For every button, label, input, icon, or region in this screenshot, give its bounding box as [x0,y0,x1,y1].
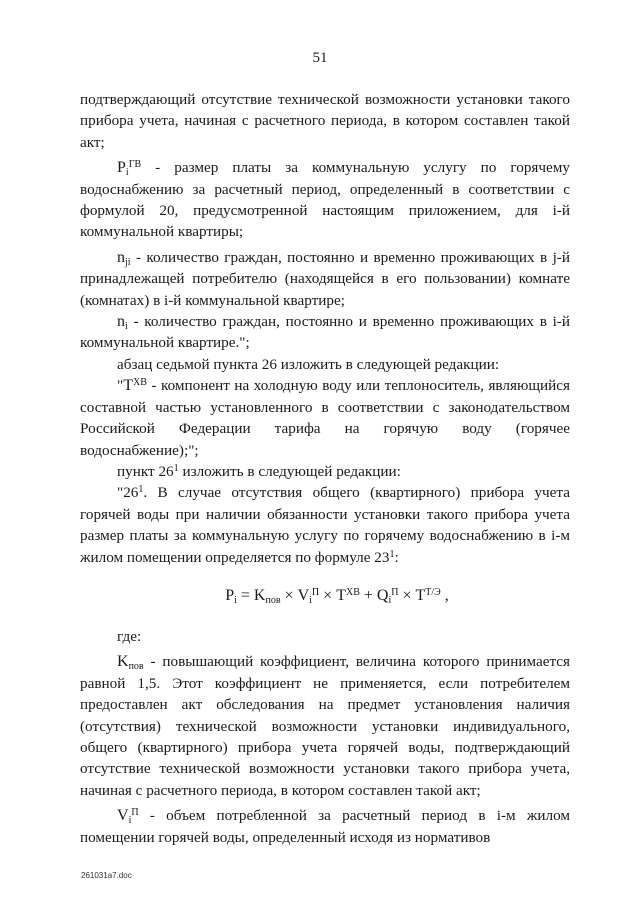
definition-text: - количество граждан, постоянно и временно проживающих в j-й принадлежащей потребителю (находящейся в его пользовании) комнате (комнатах) в i-й коммунальной квартире; [80,248,570,309]
formula-superscript: П [391,586,399,598]
formula-superscript: Т/Э [425,586,441,598]
formula-subscript: i [388,594,392,606]
symbol-t: T [123,377,133,395]
subscript: i [125,167,129,179]
symbol-p: P [117,159,126,177]
definition-text: - размер платы за коммунальную услугу по горячему водоснабжению за расчетный период, определенный в соответствии с формулой 20, предусмотренной настоящим приложением, для i-й коммунальной квартиры; [80,159,570,241]
formula-superscript: П [311,586,320,598]
formula-symbol: T [415,586,426,604]
definition-n-ji [80,247,570,311]
superscript: П [131,807,139,819]
formula-subscript: пов [265,594,281,606]
clause-number: "26 [117,484,139,502]
subscript: пов [128,661,144,673]
superscript: 1 [138,484,144,496]
document-body [80,89,570,848]
definition-n-i [80,311,570,354]
formula-operator: × [280,586,298,604]
formula-operator: = [236,586,254,604]
amendment-paragraph-26-1 [80,461,570,482]
definition-text: - повышающий коэффициент, величина которого принимается равной 1,5. Этот коэффициент не применяется, если потребителем предоставлен акт обследования на предмет установления наличия (отсутствия) технической возможности установки индивидуального, общего (квартирного) прибора учета горячей воды, подтверждающий отсутствие технической возможности установки такого прибора учета, начиная с расчетного периода, в котором составлен такой акт; [80,653,570,799]
amendment-text: пункт 26 [117,462,174,480]
symbol-n: n [117,248,125,266]
file-name-footer: 261031a7.doc [81,871,132,880]
formula-superscript: ХВ [345,586,360,598]
subscript: i [125,321,128,333]
formula-symbol: T [336,586,346,604]
amendment-text: изложить в следующей редакции: [178,462,401,480]
formula-symbol: K [253,586,266,604]
superscript: 1 [389,548,395,560]
where-label: где: [117,627,142,645]
clause-text: . В случае отсутствия общего (квартирного) прибора учета горячей воды при наличии обязанности установки такого прибора учета размер платы за коммунальную услугу по горячему водоснабжению в i-м жилом помещении определяется по формуле 23 [80,484,570,566]
definition-p-gv [80,157,570,243]
definition-t-xv [80,375,570,461]
formula-23-1 [104,581,570,611]
definition-text: - количество граждан, постоянно и временно проживающих в i-й коммунальной квартире."; [80,313,570,352]
definition-k-pov [80,651,570,801]
paragraph-26-1 [80,482,570,568]
symbol-v: V [117,807,129,825]
formula-symbol: P [225,586,235,604]
paragraph-continuation: подтверждающий отсутствие технической возможности установки такого прибора учета, начиная с расчетного периода, в котором составлен такой акт; [80,91,570,151]
subscript: ji [125,256,131,268]
subscript: i [128,815,132,827]
formula-operator: × [398,586,416,604]
amendment-paragraph-26: абзац седьмой пункта 26 изложить в следующей редакции: [117,355,500,373]
formula-operator: + [359,586,377,604]
formula-symbol: V [297,586,310,604]
formula-end: , [440,586,449,604]
superscript: ХВ [132,377,147,389]
formula-operator: × [319,586,337,604]
definition-v-p [80,805,570,848]
definition-text: - объем потребленной за расчетный период в i-м жилом помещении горячей воды, определенный исходя из нормативов [80,807,570,846]
definition-text: - компонент на холодную воду или теплоноситель, являющийся составной частью установленного в соответствии с законодательством Российской Федерации тарифа на горячую воду (горячее водоснабжение);"; [80,377,570,459]
symbol-n: n [117,313,125,331]
formula-subscript: i [309,594,312,606]
superscript: ГВ [128,159,142,171]
formula-symbol: Q [376,586,389,604]
page-number: 51 [312,50,328,66]
formula-subscript: i [234,594,237,606]
quote-mark: " [117,377,124,395]
clause-end: : [394,548,399,566]
superscript: 1 [173,462,179,474]
symbol-k: K [117,653,129,671]
